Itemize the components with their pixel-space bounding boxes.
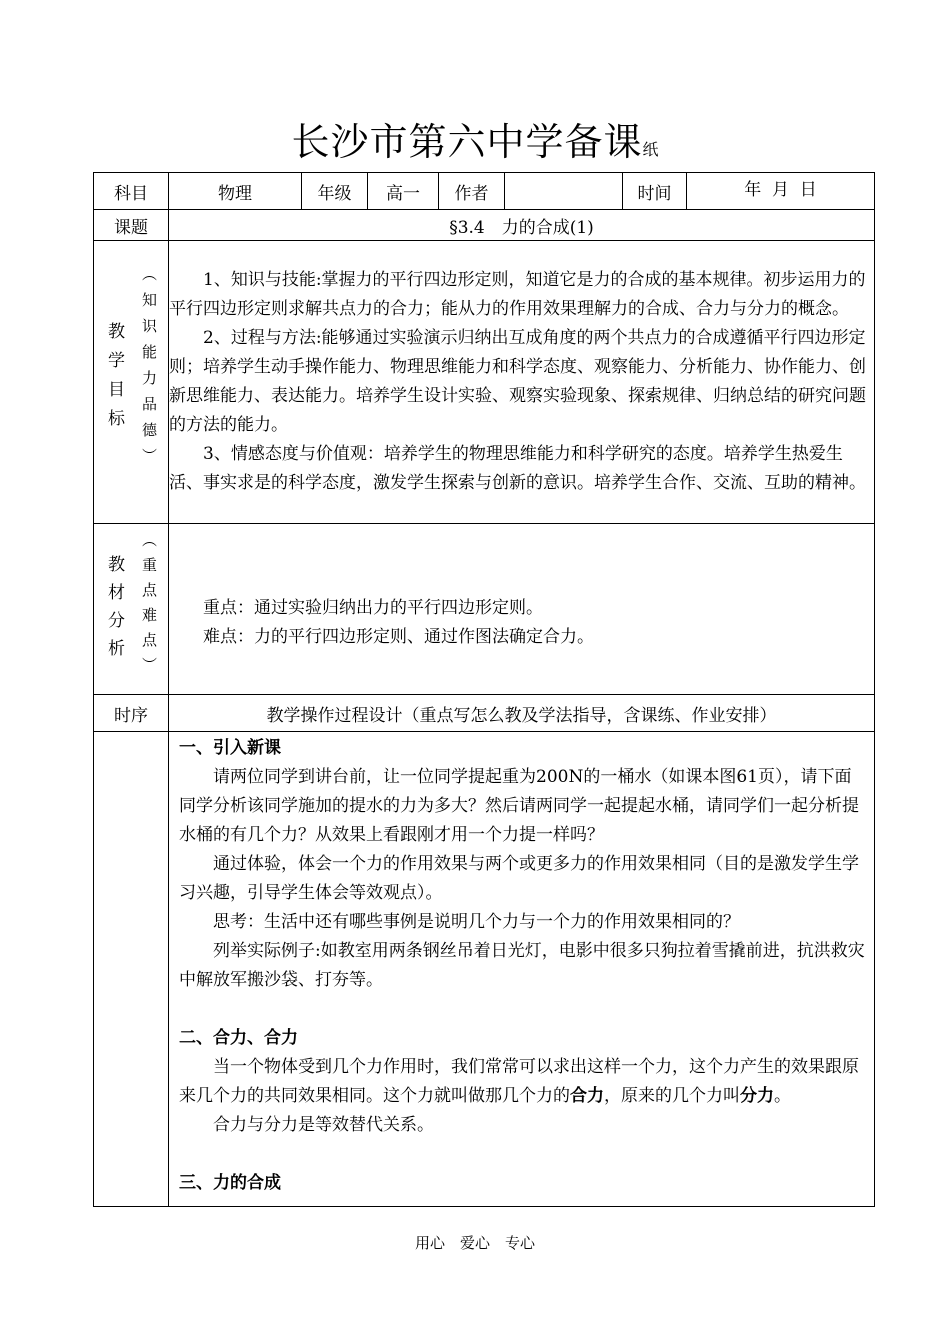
section-intro-p3: 思考：生活中还有哪些事例是说明几个力与一个力的作用效果相同的？: [213, 912, 740, 932]
key-point: 重点：通过实验归纳出力的平行四边形定则。: [203, 598, 543, 618]
spacer: [179, 995, 866, 1024]
difficult-point: 难点：力的平行四边形定则、通过作图法确定合力。: [203, 627, 594, 647]
analysis-label-sub: ︵重点难点︶: [140, 532, 158, 682]
process-content-row: [94, 732, 875, 1207]
section-intro-p2: 通过体验，体会一个力的作用效果与两个或更多力的作用效果相同（目的是激发学生学习兴趣，引导学生体会等效观点）。: [179, 854, 859, 903]
subject-value: 物理: [169, 173, 302, 210]
lesson-plan-table: [93, 172, 875, 1207]
time-label: 时间: [623, 173, 687, 210]
section-resultant-title: 二、合力、合力: [179, 1028, 298, 1048]
section-intro-p4: 列举实际例子:如教室用两条钢丝吊着日光灯，电影中很多只狗拉着雪撬前进，抗洪救灾中解放军搬沙袋、打夯等。: [179, 941, 865, 990]
subject-label: 科目: [94, 173, 169, 210]
title-suffix: 纸: [642, 140, 659, 159]
objectives-label-cell: [94, 241, 169, 524]
analysis-label-cell: [94, 524, 169, 695]
objective-attitude: 3、情感态度与价值观：培养学生的物理思维能力和科学研究的态度。培养学生热爱生活、事实求是的科学态度，激发学生探索与创新的意识。培养学生合作、交流、互助的精神。: [169, 444, 866, 493]
page-title: [0, 118, 950, 174]
title-main: 长沙市第六中学备课: [291, 120, 643, 164]
sequence-cell: [94, 732, 169, 1207]
analysis-row: [94, 524, 875, 695]
analysis-label-main: 教材分析: [104, 555, 124, 667]
sequence-label: 时序: [94, 695, 169, 732]
process-design-label: 教学操作过程设计（重点写怎么教及学法指导，含课练、作业安排）: [169, 695, 875, 732]
author-label: 作者: [439, 173, 505, 210]
objectives-row: [94, 241, 875, 524]
objectives-label-sub: ︵知识能力品德︶: [140, 266, 158, 474]
process-header-row: [94, 695, 875, 732]
topic-label: 课题: [94, 210, 169, 241]
spacer: [179, 1140, 866, 1169]
section-composition-title: 三、力的合成: [179, 1173, 281, 1193]
author-value: [505, 173, 623, 210]
section-resultant-p2: 合力与分力是等效替代关系。: [213, 1115, 434, 1135]
resultant-text-c: 。: [774, 1086, 791, 1106]
objectives-label-main: 教学目标: [104, 322, 124, 438]
objectives-content: [169, 241, 875, 524]
topic-value: §3.4 力的合成(1): [169, 210, 875, 241]
section-resultant-p1: [179, 1053, 866, 1111]
grade-value: 高一: [368, 173, 439, 210]
analysis-content: [169, 524, 875, 695]
keyword-resultant: 合力: [570, 1086, 604, 1106]
footer-motto: 用心 爱心 专心: [414, 1234, 535, 1252]
time-value: 年 月 日: [687, 173, 875, 210]
header-row: [94, 173, 875, 210]
process-content: [169, 732, 875, 1207]
section-intro-p1: 请两位同学到讲台前，让一位同学提起重为200N的一桶水（如课本图61页），请下面同学分析该同学施加的提水的力为多大？然后请两同学一起提起水桶，请同学们一起分析提水桶的有几个力？从效果上看跟刚才用一个力提一样吗？: [179, 767, 859, 845]
grade-label: 年级: [302, 173, 368, 210]
section-intro-title: 一、引入新课: [179, 738, 281, 758]
objective-knowledge: 1、知识与技能:掌握力的平行四边形定则，知道它是力的合成的基本规律。初步运用力的平行四边形定则求解共点力的合力；能从力的作用效果理解力的合成、合力与分力的概念。: [169, 270, 866, 319]
objective-process: 2、过程与方法:能够通过实验演示归纳出互成角度的两个共点力的合成遵循平行四边形定则；培养学生动手操作能力、物理思维能力和科学态度、观察能力、分析能力、协作能力、创新思维能力、表达能力。培养学生设计实验、观察实验现象、探索规律、归纳总结的研究问题的方法的能力。: [169, 328, 866, 435]
topic-row: [94, 210, 875, 241]
resultant-text-a: 当一个物体受到几个力作用时，我们常常可以求出这样一个力，这个力产生的效果跟原来几个力的共同效果相同。这个力就叫做那几个力的: [179, 1057, 859, 1106]
keyword-component: 分力: [740, 1086, 774, 1106]
resultant-text-b: ，原来的几个力叫: [604, 1086, 740, 1106]
